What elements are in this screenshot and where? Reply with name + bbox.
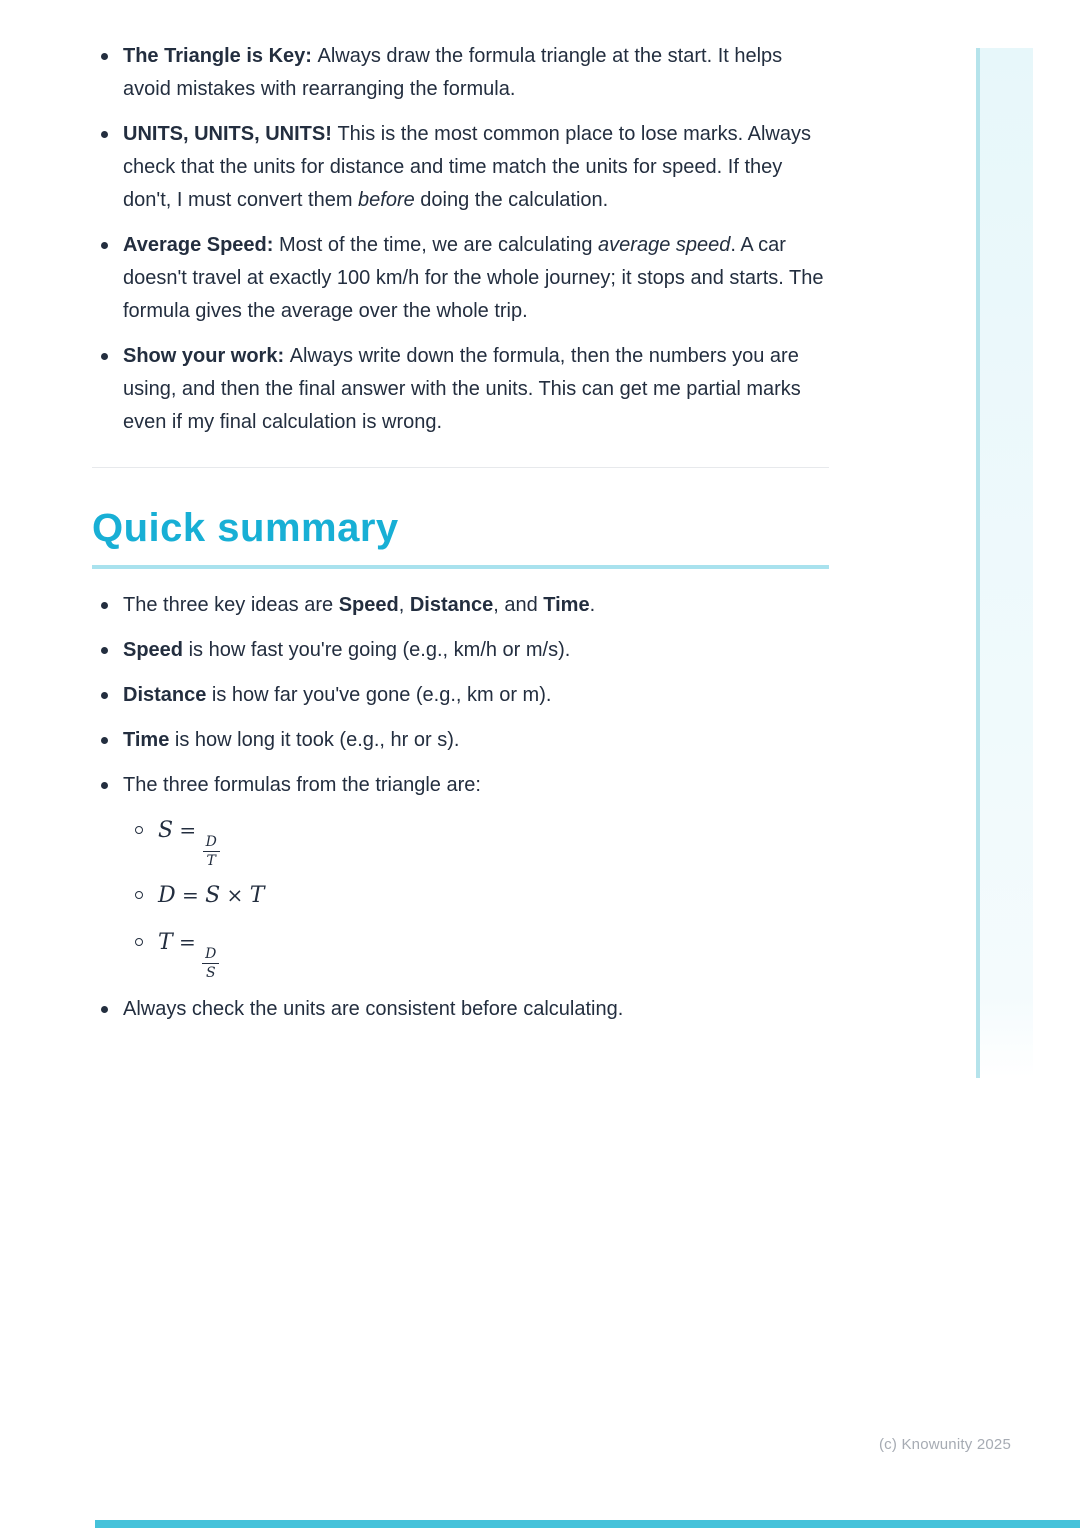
formula-list: [123, 810, 829, 981]
list-item: Distance is how far you've gone (e.g., km or m).: [92, 679, 829, 712]
list-item: Show your work: Always write down the formula, then the numbers you are using, and then the final answer with the units. This can get me partial marks even if my final calculation is wrong.: [92, 340, 829, 439]
list-item: Always check the units are consistent before calculating.: [92, 993, 829, 1026]
formula-item: D = S × T: [123, 875, 829, 916]
copyright-notice: (c) Knowunity 2025: [878, 1436, 1011, 1453]
right-accent-bar: [976, 48, 1033, 1078]
list-item: Time is how long it took (e.g., hr or s).: [92, 724, 829, 757]
list-item: The Triangle is Key: Always draw the formula triangle at the start. It helps avoid mistakes with rearranging the formula.: [92, 40, 829, 106]
content-column: [92, 40, 829, 1038]
section-title: Quick summary: [92, 504, 829, 569]
list-item-text: The three formulas from the triangle are:: [123, 774, 481, 796]
formula-item: T = $\frac{D}{S}$: [123, 922, 829, 981]
section-divider: [92, 467, 829, 468]
list-item: Average Speed: Most of the time, we are calculating average speed. A car doesn't travel at exactly 100 km/h for the whole journey; it stops and starts. The formula gives the average over the whole trip.: [92, 229, 829, 328]
fraction: $\frac{D}{S}$: [202, 946, 219, 981]
list-item: The three key ideas are Speed, Distance, and Time.: [92, 589, 829, 622]
list-item: UNITS, UNITS, UNITS! This is the most common place to lose marks. Always check that the units for distance and time match the units for speed. If they don't, I must convert them before doing the calculation.: [92, 118, 829, 217]
formula-item: S = $\frac{D}{T}$: [123, 810, 829, 869]
list-item: Speed is how fast you're going (e.g., km/h or m/s).: [92, 634, 829, 667]
bottom-accent-bar: [95, 1520, 1080, 1528]
tips-list: [92, 40, 829, 439]
summary-list: [92, 589, 829, 1026]
fraction: $\frac{D}{T}$: [203, 834, 220, 869]
list-item: [92, 769, 829, 981]
